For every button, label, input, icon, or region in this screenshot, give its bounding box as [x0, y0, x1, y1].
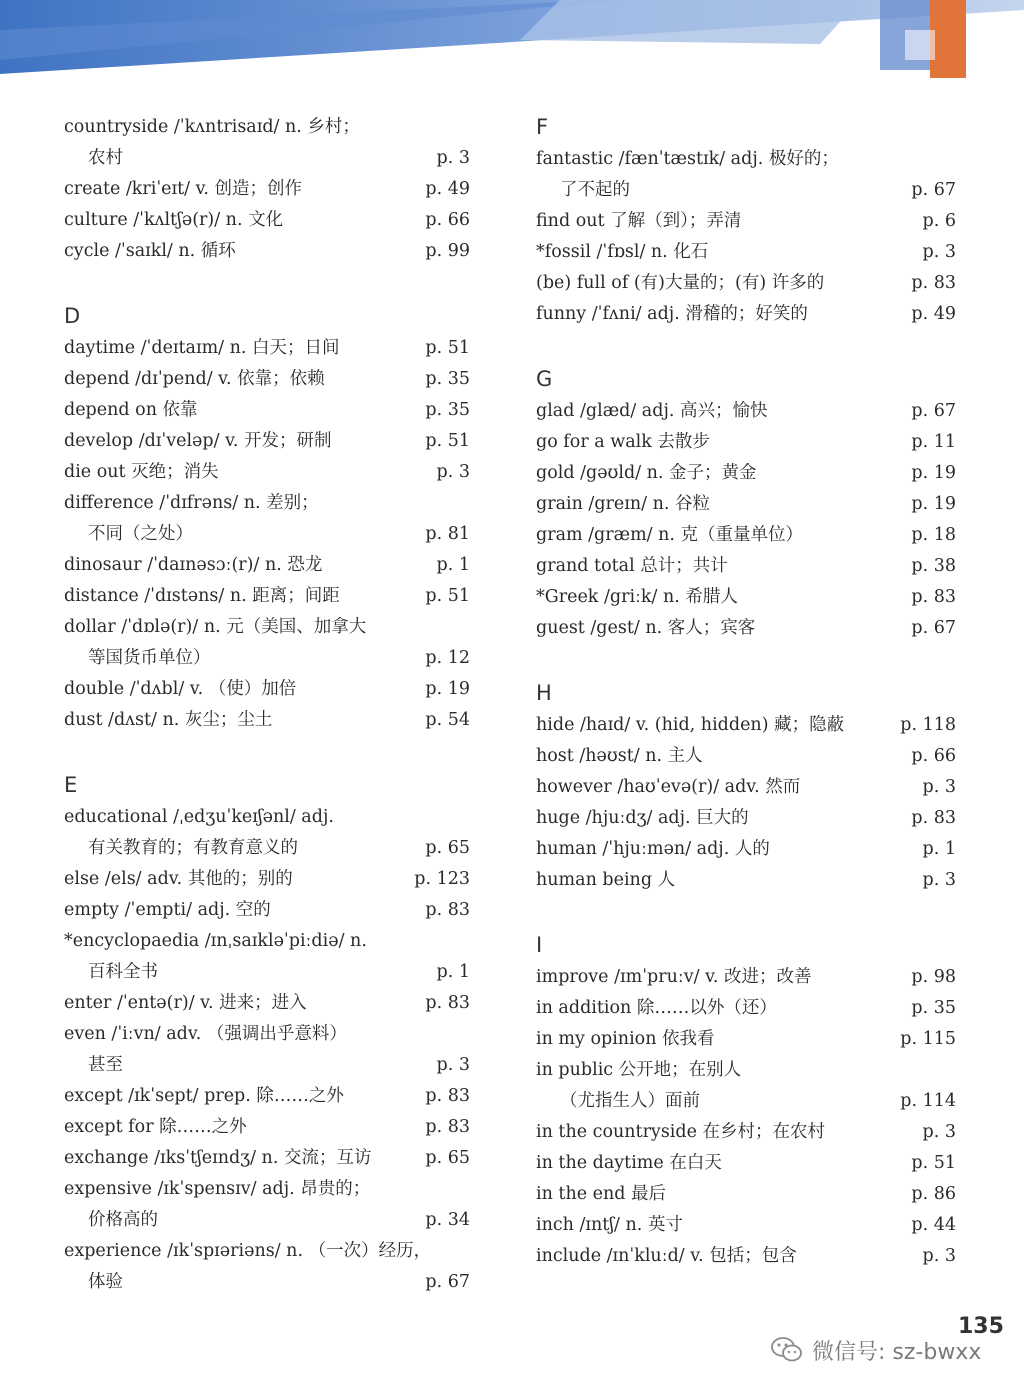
entry-page-ref: p. 67 — [911, 618, 956, 638]
entry-page-ref: p. 86 — [911, 1184, 956, 1204]
entry-term: enter /ˈentə(r)/ v. 进来；进入 — [64, 993, 307, 1013]
section-gap — [536, 644, 956, 678]
entry-term: include /ɪnˈkluːd/ v. 包括；包含 — [536, 1246, 797, 1266]
glossary-entry — [536, 582, 956, 613]
entry-page-ref: p. 66 — [425, 210, 470, 230]
entry-page-ref: p. 99 — [425, 241, 470, 261]
entry-page-ref: p. 54 — [425, 710, 470, 730]
entry-continuation: 体验 — [88, 1272, 123, 1292]
glossary-entry — [64, 1081, 484, 1112]
entry-term: go for a walk 去散步 — [536, 432, 710, 452]
entry-term: double /ˈdʌbl/ v. （使）加倍 — [64, 679, 297, 699]
entry-term: guest /gest/ n. 客人；宾客 — [536, 618, 756, 638]
entry-page-ref: p. 35 — [911, 998, 956, 1018]
glossary-entry — [64, 926, 484, 988]
glossary-entry — [536, 803, 956, 834]
glossary-entry — [536, 865, 956, 896]
entry-page-ref: p. 3 — [436, 1055, 470, 1075]
glossary-entry — [64, 333, 484, 364]
glossary-entry — [64, 1236, 484, 1298]
glossary-entry — [64, 674, 484, 705]
glossary-entry — [536, 834, 956, 865]
watermark-text: 微信号: sz-bwxx — [812, 1339, 982, 1365]
glossary-entry — [64, 426, 484, 457]
entry-page-ref: p. 83 — [911, 808, 956, 828]
glossary-entry — [536, 1241, 956, 1272]
glossary-entry — [64, 802, 484, 864]
section-gap — [64, 736, 484, 770]
section-gap — [536, 330, 956, 364]
glossary-entry — [536, 396, 956, 427]
entry-page-ref: p. 35 — [425, 400, 470, 420]
right-column — [536, 112, 956, 1272]
entry-term: huge /hjuːdʒ/ adj. 巨大的 — [536, 808, 749, 828]
glossary-entry — [64, 1174, 484, 1236]
glossary-entry — [536, 551, 956, 582]
glossary-entry — [536, 741, 956, 772]
entry-page-ref: p. 3 — [922, 870, 956, 890]
section-letter: H — [536, 681, 552, 705]
entry-page-ref: p. 1 — [436, 555, 470, 575]
entry-continuation: 了不起的 — [560, 180, 630, 200]
entry-term: *fossil /ˈfɒsl/ n. 化石 — [536, 242, 709, 262]
entry-page-ref: p. 3 — [922, 777, 956, 797]
entry-page-ref: p. 35 — [425, 369, 470, 389]
entry-page-ref: p. 83 — [911, 587, 956, 607]
entry-page-ref: p. 66 — [911, 746, 956, 766]
entry-term: expensive /ɪkˈspensɪv/ adj. 昂贵的； — [64, 1179, 371, 1199]
glossary-entry — [536, 144, 956, 206]
glossary-entry — [536, 962, 956, 993]
entry-term: in addition 除……以外（还） — [536, 998, 777, 1018]
section-letter: I — [536, 933, 543, 957]
glossary-entry — [536, 993, 956, 1024]
entry-page-ref: p. 3 — [922, 1246, 956, 1266]
entry-term: human being 人 — [536, 870, 676, 890]
entry-term: culture /ˈkʌltʃə(r)/ n. 文化 — [64, 210, 284, 230]
section-gap — [64, 267, 484, 301]
entry-page-ref: p. 51 — [425, 338, 470, 358]
glossary-entry — [64, 705, 484, 736]
glossary-entry — [64, 112, 484, 174]
glossary-entry — [64, 457, 484, 488]
entry-page-ref: p. 51 — [425, 586, 470, 606]
entry-term: in the daytime 在白天 — [536, 1153, 722, 1173]
glossary-entry — [536, 710, 956, 741]
entry-term: in public 公开地；在别人 — [536, 1060, 742, 1080]
entry-continuation: 不同（之处） — [88, 524, 193, 544]
entry-term: dust /dʌst/ n. 灰尘；尘土 — [64, 710, 273, 730]
entry-term: human /ˈhjuːmən/ adj. 人的 — [536, 839, 770, 859]
entry-term: even /ˈiːvn/ adv. （强调出乎意料） — [64, 1024, 347, 1044]
entry-page-ref: p. 83 — [425, 1117, 470, 1137]
entry-page-ref: p. 44 — [911, 1215, 956, 1235]
entry-continuation: 农村 — [88, 148, 123, 168]
glossary-entry — [64, 236, 484, 267]
section-letter: F — [536, 115, 549, 139]
glossary-entry — [536, 1024, 956, 1055]
entry-term: dollar /ˈdɒlə(r)/ n. 元（美国、加拿大 — [64, 617, 367, 637]
glossary-entry — [64, 488, 484, 550]
entry-term: (be) full of (有)大量的；(有) 许多的 — [536, 273, 825, 293]
entry-term: gram /græm/ n. 克（重量单位） — [536, 525, 804, 545]
entry-term: create /kriˈeɪt/ v. 创造；创作 — [64, 179, 303, 199]
entry-page-ref: p. 3 — [922, 1122, 956, 1142]
entry-term: die out 灭绝；消失 — [64, 462, 219, 482]
entry-term: cycle /ˈsaɪkl/ n. 循环 — [64, 241, 236, 261]
entry-term: dinosaur /ˈdaɪnəsɔː(r)/ n. 恐龙 — [64, 555, 323, 575]
entry-page-ref: p. 67 — [911, 401, 956, 421]
entry-page-ref: p. 81 — [425, 524, 470, 544]
banner-graphic — [0, 0, 1024, 80]
entry-term: experience /ɪkˈspɪəriəns/ n. （一次）经历， — [64, 1241, 432, 1261]
entry-page-ref: p. 1 — [436, 962, 470, 982]
entry-continuation: （尤指生人）面前 — [560, 1091, 700, 1111]
entry-page-ref: p. 18 — [911, 525, 956, 545]
entry-page-ref: p. 83 — [425, 993, 470, 1013]
glossary-entry — [536, 613, 956, 644]
entry-term: depend on 依靠 — [64, 400, 198, 420]
entry-continuation: 等国货币单位） — [88, 648, 211, 668]
glossary-entry — [536, 772, 956, 803]
entry-page-ref: p. 3 — [436, 462, 470, 482]
entry-page-ref: p. 49 — [425, 179, 470, 199]
entry-continuation: 百科全书 — [88, 962, 158, 982]
glossary-entry — [64, 205, 484, 236]
entry-page-ref: p. 6 — [922, 211, 956, 231]
entry-page-ref: p. 83 — [911, 273, 956, 293]
entry-term: distance /ˈdɪstəns/ n. 距离；间距 — [64, 586, 340, 606]
glossary-entry — [64, 174, 484, 205]
glossary-entry — [536, 458, 956, 489]
glossary-entry — [536, 206, 956, 237]
entry-page-ref: p. 1 — [922, 839, 956, 859]
entry-continuation: 有关教育的；有教育意义的 — [88, 838, 298, 858]
section-letter: D — [64, 304, 81, 328]
page-number: 135 — [958, 1314, 1004, 1339]
entry-term: inch /ɪntʃ/ n. 英寸 — [536, 1215, 683, 1235]
entry-term: fantastic /fænˈtæstɪk/ adj. 极好的； — [536, 149, 839, 169]
entry-page-ref: p. 19 — [911, 463, 956, 483]
entry-term: however /haʊˈevə(r)/ adv. 然而 — [536, 777, 801, 797]
entry-page-ref: p. 67 — [425, 1272, 470, 1292]
entry-page-ref: p. 51 — [425, 431, 470, 451]
entry-term: empty /ˈempti/ adj. 空的 — [64, 900, 271, 920]
entry-page-ref: p. 98 — [911, 967, 956, 987]
glossary-entry — [536, 1055, 956, 1117]
entry-term: hide /haɪd/ v. (hid, hidden) 藏；隐蔽 — [536, 715, 845, 735]
section-letter: E — [64, 773, 78, 797]
entry-term: find out 了解（到）；弄清 — [536, 211, 742, 231]
entry-page-ref: p. 123 — [414, 869, 470, 889]
glossary-entry — [536, 268, 956, 299]
entry-page-ref: p. 65 — [425, 838, 470, 858]
entry-term: funny /ˈfʌni/ adj. 滑稽的；好笑的 — [536, 304, 808, 324]
entry-page-ref: p. 83 — [425, 1086, 470, 1106]
entry-page-ref: p. 3 — [922, 242, 956, 262]
glossary-entry — [64, 364, 484, 395]
section-letter: G — [536, 367, 553, 391]
entry-term: *Greek /griːk/ n. 希腊人 — [536, 587, 738, 607]
entry-term: develop /dɪˈveləp/ v. 开发；研制 — [64, 431, 332, 451]
glossary-entry — [64, 1143, 484, 1174]
entry-continuation: 价格高的 — [88, 1210, 158, 1230]
entry-page-ref: p. 11 — [911, 432, 956, 452]
entry-page-ref: p. 49 — [911, 304, 956, 324]
entry-term: else /els/ adv. 其他的；别的 — [64, 869, 293, 889]
glossary-entry — [536, 237, 956, 268]
entry-page-ref: p. 65 — [425, 1148, 470, 1168]
entry-term: *encyclopaedia /ɪnˌsaɪkləˈpiːdiə/ n. — [64, 931, 367, 951]
wechat-icon — [770, 1335, 804, 1365]
glossary-entry — [536, 1117, 956, 1148]
entry-term: in the countryside 在乡村；在农村 — [536, 1122, 826, 1142]
entry-term: difference /ˈdɪfrəns/ n. 差别； — [64, 493, 319, 513]
entry-term: daytime /ˈdeɪtaɪm/ n. 白天；日间 — [64, 338, 340, 358]
entry-term: except for 除……之外 — [64, 1117, 247, 1137]
glossary-entry — [64, 395, 484, 426]
entry-term: exchange /ɪksˈtʃeɪndʒ/ n. 交流；互访 — [64, 1148, 372, 1168]
left-column — [64, 112, 484, 1298]
entry-term: countryside /ˈkʌntrisaɪd/ n. 乡村； — [64, 117, 360, 137]
entry-term: improve /ɪmˈpruːv/ v. 改进；改善 — [536, 967, 812, 987]
entry-term: gold /gəʊld/ n. 金子；黄金 — [536, 463, 757, 483]
entry-page-ref: p. 67 — [911, 180, 956, 200]
glossary-entry — [64, 612, 484, 674]
glossary-entry — [64, 581, 484, 612]
entry-page-ref: p. 118 — [900, 715, 956, 735]
entry-term: depend /dɪˈpend/ v. 依靠；依赖 — [64, 369, 325, 389]
entry-term: except /ɪkˈsept/ prep. 除……之外 — [64, 1086, 344, 1106]
entry-page-ref: p. 115 — [900, 1029, 956, 1049]
entry-term: grain /greɪn/ n. 谷粒 — [536, 494, 710, 514]
entry-continuation: 甚至 — [88, 1055, 123, 1075]
entry-term: grand total 总计；共计 — [536, 556, 728, 576]
glossary-entry — [536, 299, 956, 330]
glossary-entry — [64, 895, 484, 926]
entry-page-ref: p. 83 — [425, 900, 470, 920]
header-banner — [0, 0, 1024, 80]
glossary-entry — [536, 427, 956, 458]
glossary-entry — [536, 1179, 956, 1210]
entry-page-ref: p. 3 — [436, 148, 470, 168]
glossary-entry — [64, 988, 484, 1019]
entry-page-ref: p. 19 — [425, 679, 470, 699]
watermark — [770, 1330, 1010, 1370]
entry-page-ref: p. 51 — [911, 1153, 956, 1173]
glossary-entry — [64, 864, 484, 895]
entry-page-ref: p. 19 — [911, 494, 956, 514]
section-gap — [536, 896, 956, 930]
glossary-entry — [64, 550, 484, 581]
entry-page-ref: p. 34 — [425, 1210, 470, 1230]
entry-term: educational /ˌedʒuˈkeɪʃənl/ adj. — [64, 807, 334, 827]
entry-term: host /həʊst/ n. 主人 — [536, 746, 703, 766]
entry-page-ref: p. 12 — [425, 648, 470, 668]
glossary-entry — [536, 1210, 956, 1241]
glossary-entry — [64, 1019, 484, 1081]
entry-page-ref: p. 114 — [900, 1091, 956, 1111]
entry-term: in my opinion 依我看 — [536, 1029, 715, 1049]
entry-page-ref: p. 38 — [911, 556, 956, 576]
glossary-entry — [536, 489, 956, 520]
entry-term: glad /glæd/ adj. 高兴；愉快 — [536, 401, 768, 421]
glossary-entry — [64, 1112, 484, 1143]
glossary-entry — [536, 520, 956, 551]
glossary-entry — [536, 1148, 956, 1179]
entry-term: in the end 最后 — [536, 1184, 667, 1204]
